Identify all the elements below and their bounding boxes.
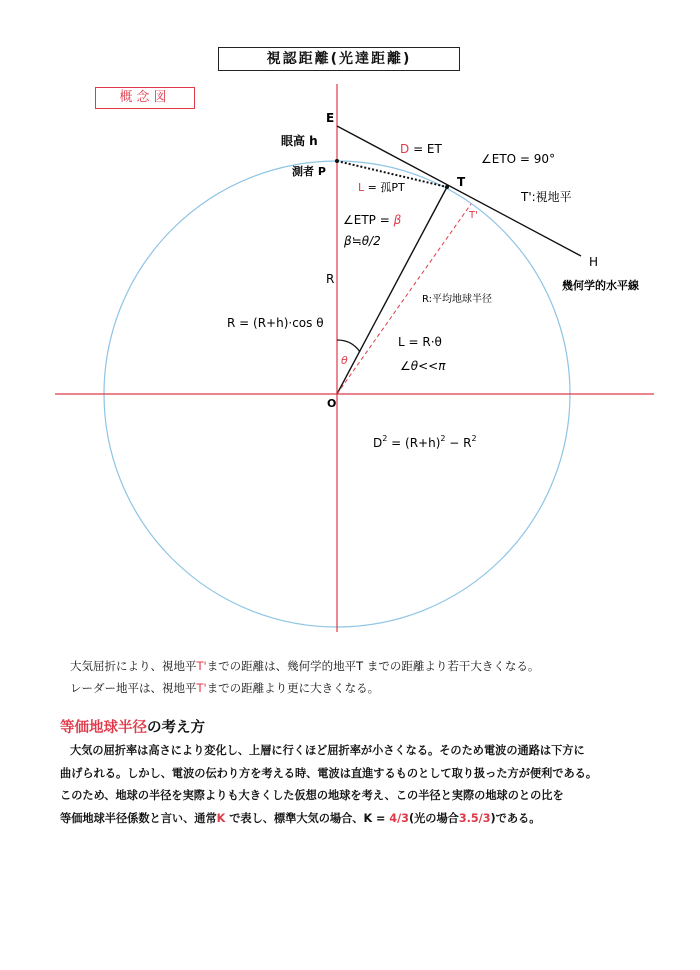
- label-theta-condition: ∠θ<<π: [400, 359, 446, 373]
- equivalent-radius-paragraph: [60, 740, 690, 830]
- page-title: 視認距離(光達距離): [218, 47, 460, 71]
- label-angle-etp: ∠ETP = β: [343, 213, 402, 227]
- label-h: H: [589, 255, 599, 269]
- point-t: [445, 185, 449, 189]
- section-heading: 等価地球半径の考え方: [60, 720, 205, 736]
- label-eye-height: 眼高 h: [281, 134, 318, 148]
- point-p: [335, 159, 339, 163]
- label-angle-eto: ∠ETO = 90°: [481, 152, 556, 166]
- label-geometric-horizon: 幾何学的水平線: [562, 279, 639, 292]
- label-beta-approx: β≒θ/2: [344, 234, 381, 248]
- label-l: L = 孤PT: [358, 181, 405, 194]
- label-d2-formula: $D^2 = (R+h)^2 - R^2$: [373, 434, 477, 450]
- label-o: O: [327, 397, 337, 410]
- label-theta: θ: [341, 354, 348, 367]
- label-earth-radius: R:平均地球半径: [422, 294, 493, 305]
- label-t: T: [457, 175, 466, 189]
- label-observer: 測者 P: [292, 165, 326, 178]
- label-t-prime: T': [469, 210, 478, 221]
- label-e: E: [326, 111, 335, 125]
- label-t-prime-visual: T':視地平: [521, 190, 572, 204]
- refraction-paragraph: [70, 655, 670, 699]
- label-r: R: [326, 272, 335, 286]
- section-line-4: 等価地球半径係数と言い、通常K で表し、標準大気の場合、K = 4/3(光の場合3.5/3)である。: [60, 811, 541, 825]
- label-l-formula: L = R·θ: [398, 335, 442, 349]
- refraction-line-1: 大気屈折により、視地平T'までの距離は、幾何学的地平T までの距離より若干大きくなる。: [70, 659, 540, 673]
- theta-arc: [337, 340, 360, 352]
- label-d: D = ET: [400, 142, 442, 156]
- concept-diagram-label: 概念図: [95, 87, 195, 109]
- section-line-1: 大気の屈折率は高さにより変化し、上層に行くほど屈折率が小さくなる。そのため電波の通路は下方に: [70, 744, 585, 757]
- refraction-line-2: レーダー地平は、視地平T'までの距離より更に大きくなる。: [70, 681, 380, 695]
- label-r-formula: R = (R+h)·cos θ: [227, 316, 324, 330]
- section-line-2: 曲げられる。しかし、電波の伝わり方を考える時、電波は直進するものとして取り扱った方が便利である。: [60, 766, 598, 780]
- section-line-3: このため、地球の半径を実際よりも大きくした仮想の地球を考え、この半径と実際の地球のとの比を: [60, 789, 564, 802]
